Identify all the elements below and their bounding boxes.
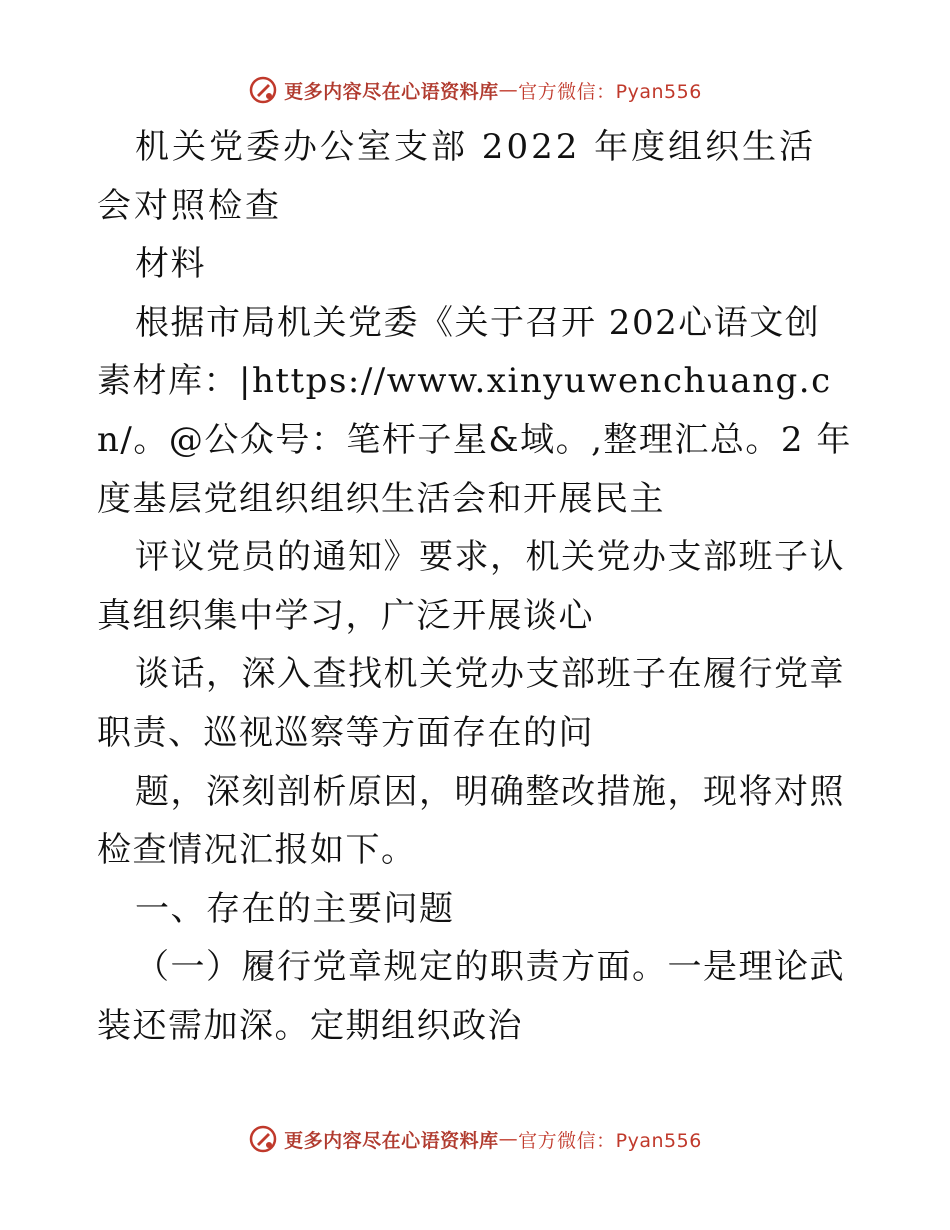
document-body xyxy=(97,118,853,1056)
paragraph-analysis: 题，深刻剖析原因，明确整改措施，现将对照检查情况汇报如下。 xyxy=(97,771,845,871)
header-watermark xyxy=(0,70,950,110)
watermark-contact-text: 官方微信：Pyan556 xyxy=(518,80,702,103)
document-title: 机关党委办公室支部 2022 年度组织生活会对照检查 xyxy=(97,127,817,226)
watermark-contact-text: 官方微信：Pyan556 xyxy=(518,1129,702,1152)
brand-logo-icon xyxy=(248,75,278,105)
watermark-brand-text: 更多内容尽在心语资料库 xyxy=(284,1129,499,1152)
footer-watermark xyxy=(0,1119,950,1159)
section-heading-main-problems: 一、存在的主要问题 xyxy=(135,888,455,929)
document-title-continued: 材料 xyxy=(135,244,206,285)
paragraph-talks: 谈话，深入查找机关党办支部班子在履行党章职责、巡视巡察等方面存在的问 xyxy=(97,654,845,753)
watermark-separator: — xyxy=(498,79,519,101)
paragraph-duties: （一）履行党章规定的职责方面。一是理论武装还需加深。定期组织政治 xyxy=(97,947,845,1046)
paragraph-intro: 根据市局机关党委《关于召开 202心语文创素材库：|https://www.xinyuwenchuang.cn/。@公众号：笔杆子星&域。,整理汇总。2 年度基层党组织组织生活会和开展民主 xyxy=(97,302,852,519)
brand-logo-icon xyxy=(248,1124,278,1154)
paragraph-requirement: 评议党员的通知》要求，机关党办支部班子认真组织集中学习，广泛开展谈心 xyxy=(97,537,845,636)
watermark-separator: — xyxy=(498,1128,519,1150)
watermark-brand-text: 更多内容尽在心语资料库 xyxy=(284,80,499,103)
